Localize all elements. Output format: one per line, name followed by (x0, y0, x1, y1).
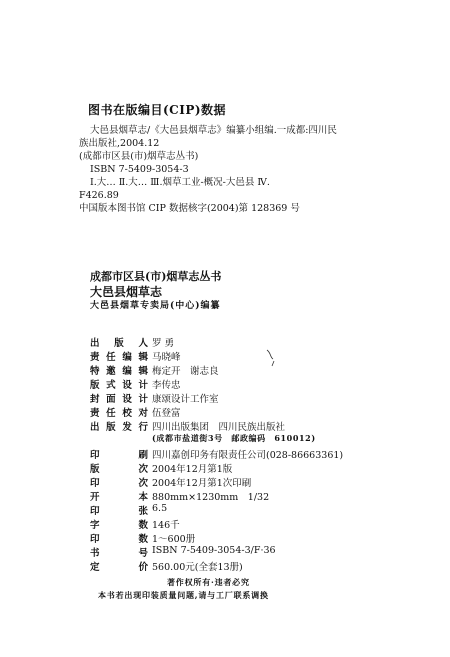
credit-label: 出 版 发 行 (90, 422, 148, 433)
credit-label: 版 次 (90, 464, 148, 475)
credit-label: 封 面 设 计 (90, 394, 148, 405)
credit-value: 560.00元(全套13册) (152, 562, 243, 573)
compiler: 大邑县烟草专卖局(中心)编纂 (90, 301, 221, 311)
credit-value: 6.5 (152, 503, 168, 514)
credit-label: 责 任 校 对 (90, 408, 148, 419)
credit-label: 印 次 (90, 478, 148, 489)
credit-value: 2004年12月第1次印刷 (152, 478, 252, 489)
credit-value: 四川嘉创印务有限责任公司(028-86663361) (152, 450, 344, 461)
credit-value: 罗 勇 (152, 338, 175, 349)
credit-label: 字 数 (90, 520, 148, 531)
credit-value: ISBN 7-5409-3054-3/F·36 (152, 545, 276, 556)
credit-label: 印 刷 (90, 450, 148, 461)
scan-mark-icon (264, 348, 278, 368)
credit-value: 马晓峰 (152, 352, 181, 363)
credit-value: 880mm×1230mm 1/32 (152, 492, 270, 503)
cip-line-2: 族出版社,2004.12 (79, 138, 160, 149)
credit-value: 李传忠 (152, 380, 181, 391)
credit-label: 开 本 (90, 492, 148, 503)
credit-label: 版 式 设 计 (90, 380, 148, 391)
credit-value: 2004年12月第1版 (152, 464, 233, 475)
cip-line-6: F426.89 (79, 190, 119, 201)
credit-label: 特 邀 编 辑 (90, 366, 148, 377)
credit-label: 书 号 (90, 548, 148, 559)
credit-label: 定 价 (90, 562, 148, 573)
credit-value: 康颂设计工作室 (152, 394, 219, 405)
cip-line-3: (成都市区县(市)烟草志丛书) (79, 151, 199, 162)
credit-label: 出 版 人 (90, 338, 148, 349)
cip-line-7: 中国版本图书馆 CIP 数据核字(2004)第 128369 号 (79, 203, 300, 214)
credit-value: 1～600册 (152, 534, 196, 545)
cip-heading: 图书在版编目(CIP)数据 (88, 103, 227, 117)
credit-label: 责 任 编 辑 (90, 352, 148, 363)
cip-line-1: 大邑县烟草志/《大邑县烟草志》编纂小组编.一成都:四川民 (90, 125, 337, 136)
quality-notice: 本书若出现印装质量问题,请与工厂联系调换 (98, 590, 269, 600)
publisher-address: (成都市盐道街3号 邮政编码 610012) (152, 433, 316, 443)
book-title: 大邑县烟草志 (90, 285, 163, 299)
copyright-notice: 著作权所有·违者必究 (167, 577, 250, 587)
cip-line-5: Ⅰ.大… Ⅱ.大… Ⅲ.烟草工业-概况-大邑县 Ⅳ. (90, 177, 270, 188)
credit-value: 梅定开 谢志良 (152, 366, 219, 377)
credit-label: 印 张 (90, 506, 148, 517)
credit-value: 四川出版集团 四川民族出版社 (152, 422, 286, 433)
credit-value: 146千 (152, 520, 180, 531)
credit-value: 伍登富 (152, 408, 181, 419)
cip-line-4: ISBN 7-5409-3054-3 (90, 164, 189, 175)
series-name: 成都市区县(市)烟草志丛书 (90, 270, 222, 283)
credit-label: 印 数 (90, 534, 148, 545)
